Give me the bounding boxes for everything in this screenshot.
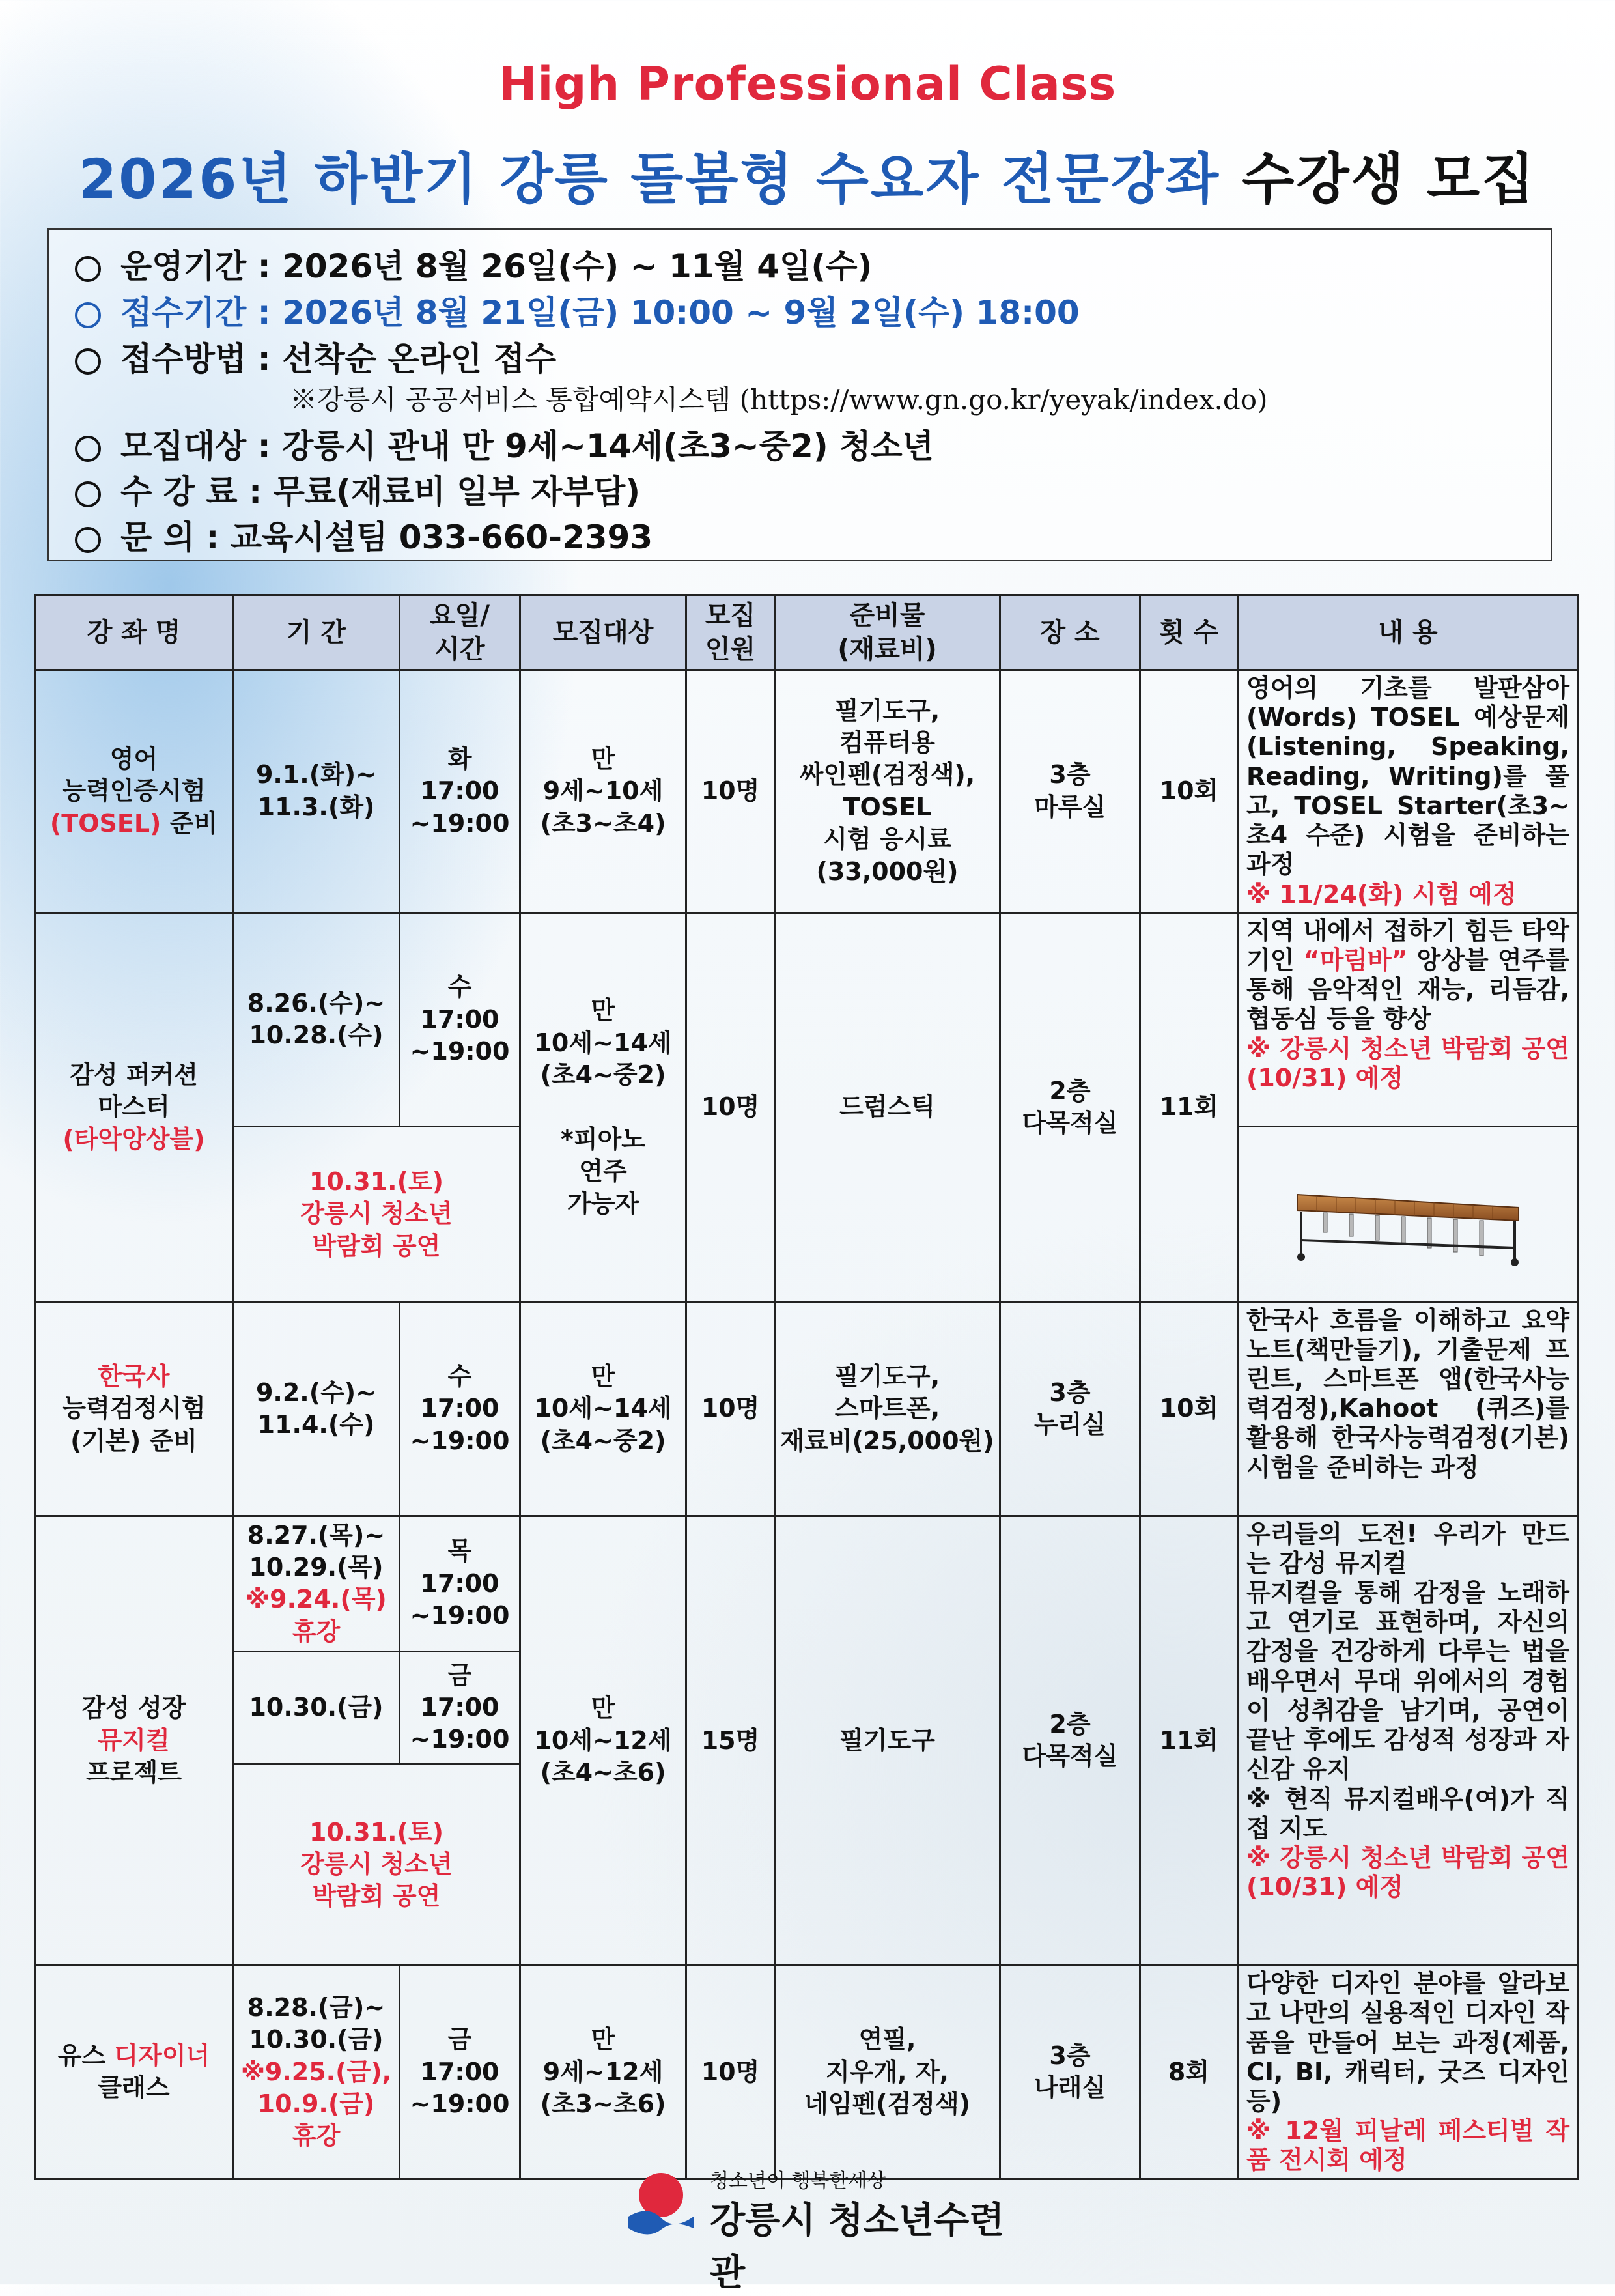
course-content: 우리들의 도전! 우리가 만드는 감성 뮤지컬 뮤지컬을 통해 감정을 노래하고 연기로 표현하며, 자신의 감정을 건강하게 다루는 법을 배우면서 무대 위에서의 경험이 성취감을 남기며, 공연이 끝난 후에도 감성적 성장과 자신감 유지 ※ 현직 뮤지컬배우(여)가 직접 지도 ※ 강릉시 청소년 박람회 공연(10/31) 예정	[1238, 1516, 1579, 1966]
info-url-note: ※강릉시 공공서비스 통합예약시스템 (https://www.gn.go.kr/yeyak/index.do)	[290, 384, 1268, 416]
info-period: 운영기간 : 2026년 8월 26일(수) ~ 11월 4일(수)	[75, 240, 872, 287]
table-row	[35, 1302, 1579, 1516]
course-place: 3층 나래실	[1000, 1966, 1140, 2179]
course-period: 9.2.(수)~ 11.4.(수)	[233, 1302, 400, 1516]
circle-bullet-icon	[75, 436, 101, 462]
course-materials: 필기도구, 스마트폰, 재료비(25,000원)	[775, 1302, 1000, 1516]
course-count: 10명	[686, 670, 775, 913]
event-performance: 10.31.(토) 강릉시 청소년 박람회 공연	[233, 1764, 520, 1966]
info-target: 모집대상 : 강릉시 관내 만 9세~14세(초3~중2) 청소년	[75, 420, 934, 467]
course-content: 한국사 흐름을 이해하고 요약노트(책만들기), 기출문제 프린트, 스마트폰 앱(한국사능력검정),Kahoot (퀴즈)를 활용해 한국사능력검정(기본) 시험을 준비하는 과정	[1238, 1302, 1579, 1516]
course-target: 만 10세~14세 (초4~중2)	[520, 1302, 686, 1516]
page-subtitle: High Professional Class	[498, 57, 1117, 111]
header-capacity: 모집 인원	[686, 595, 775, 670]
course-time-2: 금 17:00 ~19:00	[400, 1652, 520, 1764]
footer-slogan: 청소년이 행복한세상	[710, 2170, 886, 2192]
header-place: 장 소	[1000, 595, 1140, 670]
table-row	[35, 1516, 1579, 1652]
course-place: 2층 다목적실	[1000, 1516, 1140, 1966]
course-sessions: 8회	[1140, 1966, 1238, 2179]
course-name: 한국사 능력검정시험 (기본) 준비	[35, 1302, 233, 1516]
course-period: 8.26.(수)~ 10.28.(수)	[233, 913, 400, 1126]
header-day-time: 요일/ 시간	[400, 595, 520, 670]
course-name: 감성 퍼커션 마스터 (타악앙상블)	[35, 913, 233, 1302]
table-header-row	[35, 595, 1579, 670]
course-target: 만 10세~12세 (초4~초6)	[520, 1516, 686, 1966]
course-time: 수 17:00 ~19:00	[400, 913, 520, 1126]
event-performance: 10.31.(토) 강릉시 청소년 박람회 공연	[233, 1126, 520, 1302]
course-name: 유스 디자이너 클래스	[35, 1966, 233, 2179]
course-sessions: 10회	[1140, 1302, 1238, 1516]
course-place: 2층 다목적실	[1000, 913, 1140, 1302]
course-content: 영어의 기초를 발판삼아 (Words) TOSEL 예상문제(Listening, Speaking, Reading, Writing)를 풀고, TOSEL Starter(초3~초4 수준) 시험을 준비하는 과정 ※ 11/24(화) 시험 예정	[1238, 670, 1579, 913]
course-materials: 연필, 지우개, 자, 네임펜(검정색)	[775, 1966, 1000, 2179]
course-period-2: 10.30.(금)	[233, 1652, 400, 1764]
footer	[625, 2159, 1016, 2294]
course-name: 영어 능력인증시험 (TOSEL) 준비	[35, 670, 233, 913]
course-time: 수 17:00 ~19:00	[400, 1302, 520, 1516]
info-method: 접수방법 : 선착순 온라인 접수	[75, 333, 556, 380]
course-sessions: 11회	[1140, 1516, 1238, 1966]
header-materials: 준비물 (재료비)	[775, 595, 1000, 670]
course-period: 8.27.(목)~ 10.29.(목) ※9.24.(목) 휴강	[233, 1516, 400, 1652]
circle-bullet-icon	[75, 256, 101, 282]
info-application: 접수기간 : 2026년 8월 21일(금) 10:00 ~ 9월 2일(수) 18:00	[75, 287, 1080, 333]
header-course-name: 강 좌 명	[35, 595, 233, 670]
course-count: 15명	[686, 1516, 775, 1966]
course-target: 만 9세~12세 (초3~초6)	[520, 1966, 686, 2179]
table-row	[35, 1966, 1579, 2179]
marimba-image-cell	[1238, 1126, 1579, 1302]
title-blue: 2026년 하반기 강릉 돌봄형 수요자 전문강좌	[78, 147, 1221, 211]
course-materials: 드럼스틱	[775, 913, 1000, 1302]
header-target: 모집대상	[520, 595, 686, 670]
info-contact: 문 의 : 교육시설팀 033-660-2393	[75, 511, 653, 558]
circle-bullet-icon	[75, 302, 101, 328]
course-period: 8.28.(금)~ 10.30.(금) ※9.25.(금), 10.9.(금) 휴강	[233, 1966, 400, 2179]
course-count: 10명	[686, 1966, 775, 2179]
course-sessions: 10회	[1140, 670, 1238, 913]
course-materials: 필기도구, 컴퓨터용 싸인펜(검정색), TOSEL 시험 응시료 (33,000원)	[775, 670, 1000, 913]
footer-org-name: 강릉시 청소년수련관	[710, 2200, 1005, 2294]
course-materials: 필기도구	[775, 1516, 1000, 1966]
course-count: 10명	[686, 1302, 775, 1516]
header-sessions: 횟 수	[1140, 595, 1238, 670]
course-target: 만 10세~14세 (초4~중2) *피아노 연주 가능자	[520, 913, 686, 1302]
page-title	[39, 135, 1576, 214]
course-place: 3층 누리실	[1000, 1302, 1140, 1516]
table-row	[35, 670, 1579, 913]
course-table	[34, 594, 1579, 2180]
course-target: 만 9세~10세 (초3~초4)	[520, 670, 686, 913]
course-time: 화 17:00 ~19:00	[400, 670, 520, 913]
marimba-illustration	[1284, 1169, 1532, 1266]
title-dark: 수강생 모집	[1241, 147, 1537, 211]
info-fee: 수 강 료 : 무료(재료비 일부 자부담)	[75, 466, 640, 513]
circle-bullet-icon	[75, 481, 101, 507]
course-count: 10명	[686, 913, 775, 1302]
info-box	[47, 228, 1552, 561]
course-name: 감성 성장 뮤지컬 프로젝트	[35, 1516, 233, 1966]
course-place: 3층 마루실	[1000, 670, 1140, 913]
course-content: 다양한 디자인 분야를 알라보고 나만의 실용적인 디자인 작품을 만들어 보는 과정(제품, CI, BI, 캐릭터, 굿즈 디자인 등) ※ 12월 피날레 페스티벌 작품 전시회 예정	[1238, 1966, 1579, 2179]
circle-bullet-icon	[75, 348, 101, 375]
table-row	[35, 913, 1579, 1126]
course-time: 목 17:00 ~19:00	[400, 1516, 520, 1652]
header-content: 내 용	[1238, 595, 1579, 670]
course-time: 금 17:00 ~19:00	[400, 1966, 520, 2179]
circle-bullet-icon	[75, 527, 101, 553]
course-content: 지역 내에서 접하기 힘든 타악기인 “마림바” 앙상블 연주를 통해 음악적인 재능, 리듬감, 협동심 등을 향상 ※ 강릉시 청소년 박람회 공연(10/31) 예정	[1238, 913, 1579, 1126]
header-period: 기 간	[233, 595, 400, 670]
course-period: 9.1.(화)~ 11.3.(화)	[233, 670, 400, 913]
youth-center-logo-icon	[625, 2166, 697, 2237]
course-sessions: 11회	[1140, 913, 1238, 1302]
